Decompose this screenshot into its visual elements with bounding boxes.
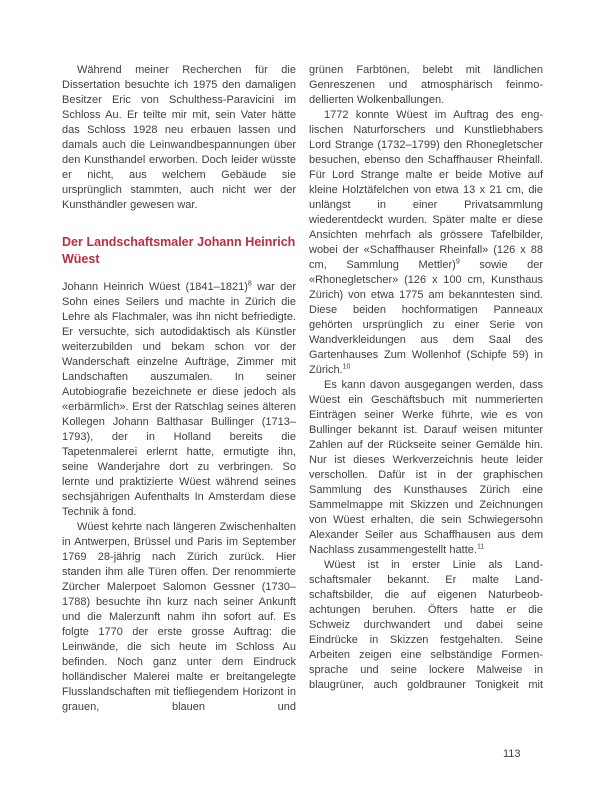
paragraph: Wüest ist in erster Linie als Landschaftsmaler bekannt. Er malte Landschaftsbilder, die auf eigenen Naturbeobachtungen beruhen. Öfters hatte er die Schweiz durchwandert und dabei seine Eindrücke in Skizzen festgehalten. Seine Arbeiten zeigen eine selbständige Formensprache und seine lockere Malweise in blaugrüner, auch goldbrauner Tonigkeit mit: [309, 559, 543, 691]
text-columns: [62, 63, 544, 715]
paragraph: 1772 konnte Wüest im Auftrag des englischen Naturforschers und Kunstliebhabers Lord Strange (1732–1799) den Rhonegletscher besuchen, ebenso den Schaffhauser Rheinfall. Für Lord Strange malte er beide Motive auf kleine Holztäfelchen von etwa 13 x 21 cm, die unlängst in einer Privatsammlung wiederentdeckt wurden. Später malte er diese Ansichten mehrfach als grössere Tafelbilder, wobei der «Schaffhauser Rheinfall» (126 x 88 cm, Sammlung Mettler)$^9$ sowie der «Rhonegletscher» (126 x 100 cm, Kunsthaus Zürich) von etwa 1775 am bekanntesten sind. Diese beiden hochformatigen Panneaux gehörten ursprünglich zu einer Serie von Wandverkleidungen aus dem Saal des Gartenhauses Zum Wollenhof (Schipfe 59) in Zürich.$^{10}$: [309, 109, 543, 376]
paragraph: Während meiner Recherchen für die Dissertation besuchte ich 1975 den damaligen Besitzer Eric von Schulthess-Paravicini im Schloss Au. Er teilte mir mit, sein Vater hätte das Schloss 1928 neu erbauen lassen und damals auch die Leinwandbespannungen über den Kunsthandel erworben. Doch leider wüsste er nicht, aus welchem Gebäude sie ursprünglich stammten, auch nicht wer der Kunsthändler gewesen war.: [62, 64, 296, 211]
text-column-right: [309, 63, 543, 715]
footnote-ref: 11: [476, 543, 485, 551]
paragraph: Wüest kehrte nach längeren Zwischenhalten in Antwerpen, Brüssel und Paris im September 1769 28-jährig nach Zürich zurück. Hier standen ihm alle Türen offen. Der renommierte Zürcher Malerpoet Salomon Gessner (1730–1788) besuchte ihn kurz nach seiner Ankunft und die Malerzunft nahm ihn sofort auf. Es folgte 1770 der erste grosse Auftrag: die Leinwände, die sich heute im Schloss Au befinden. Noch ganz unter dem Eindruck holländischer Malerei malte er breitangelegte Flusslandschaften mit tiefliegendem Horizont in grauen, blauen und: [62, 521, 296, 713]
footnote-ref: 10: [342, 363, 351, 371]
page-number: 113: [503, 748, 521, 760]
paragraph: Johann Heinrich Wüest (1841–1821)$^8$ war der Sohn eines Seilers und machte in Zürich die Lehre als Flachmaler, was ihn nicht befriedigte. Er versuchte, sich autodidaktisch als Künstler weiterzubilden und bekam schon vor der Wanderschaft einzelne Aufträge, Zimmer mit Landschaften auszumalen. In seiner Autobiografie bezeichnete er diese jedoch als «erbärmlich». Erst der Ratschlag seines älteren Kollegen Johann Balthasar Bullinger (1713–1793), der in Holland bereits die Tapetenmalerei erlernt hatte, ermutigte ihn, seine Wanderjahre dort zu verbringen. So lernte und praktizierte Wüest während seines sechsjährigen Aufenthalts In Amsterdam diese Technik à fond.: [62, 280, 297, 518]
paragraph: Es kann davon ausgegangen werden, dass Wüest ein Geschäftsbuch mit nummerierten Einträgen seiner Werke führte, wie es von Bullinger bekannt ist. Darauf weisen mitunter Zahlen auf der Rückseite seiner Gemälde hin. Nur ist dieses Werkverzeichnis heute leider verschollen. Dafür ist in der graphischen Sammlung des Kunsthauses Zürich eine Sammelmappe mit Skizzen und Zeichnungen von Wüest erhalten, die sein Schwiegersohn Alexander Seiler aus Schaffhausen aus dem Nachlass zusammengestellt hatte.$^{11}$: [309, 379, 543, 556]
section-heading: Der Landschaftsmaler Johann Heinrich Wüest: [62, 235, 296, 266]
footnote-ref: 9: [455, 258, 460, 266]
footnote-ref: 8: [247, 280, 252, 288]
paragraph: grünen Farbtönen, belebt mit ländlichen Genreszenen und atmosphärisch feinmodellierten Wolkenballungen.: [309, 64, 543, 106]
text-column-left: [62, 63, 296, 715]
